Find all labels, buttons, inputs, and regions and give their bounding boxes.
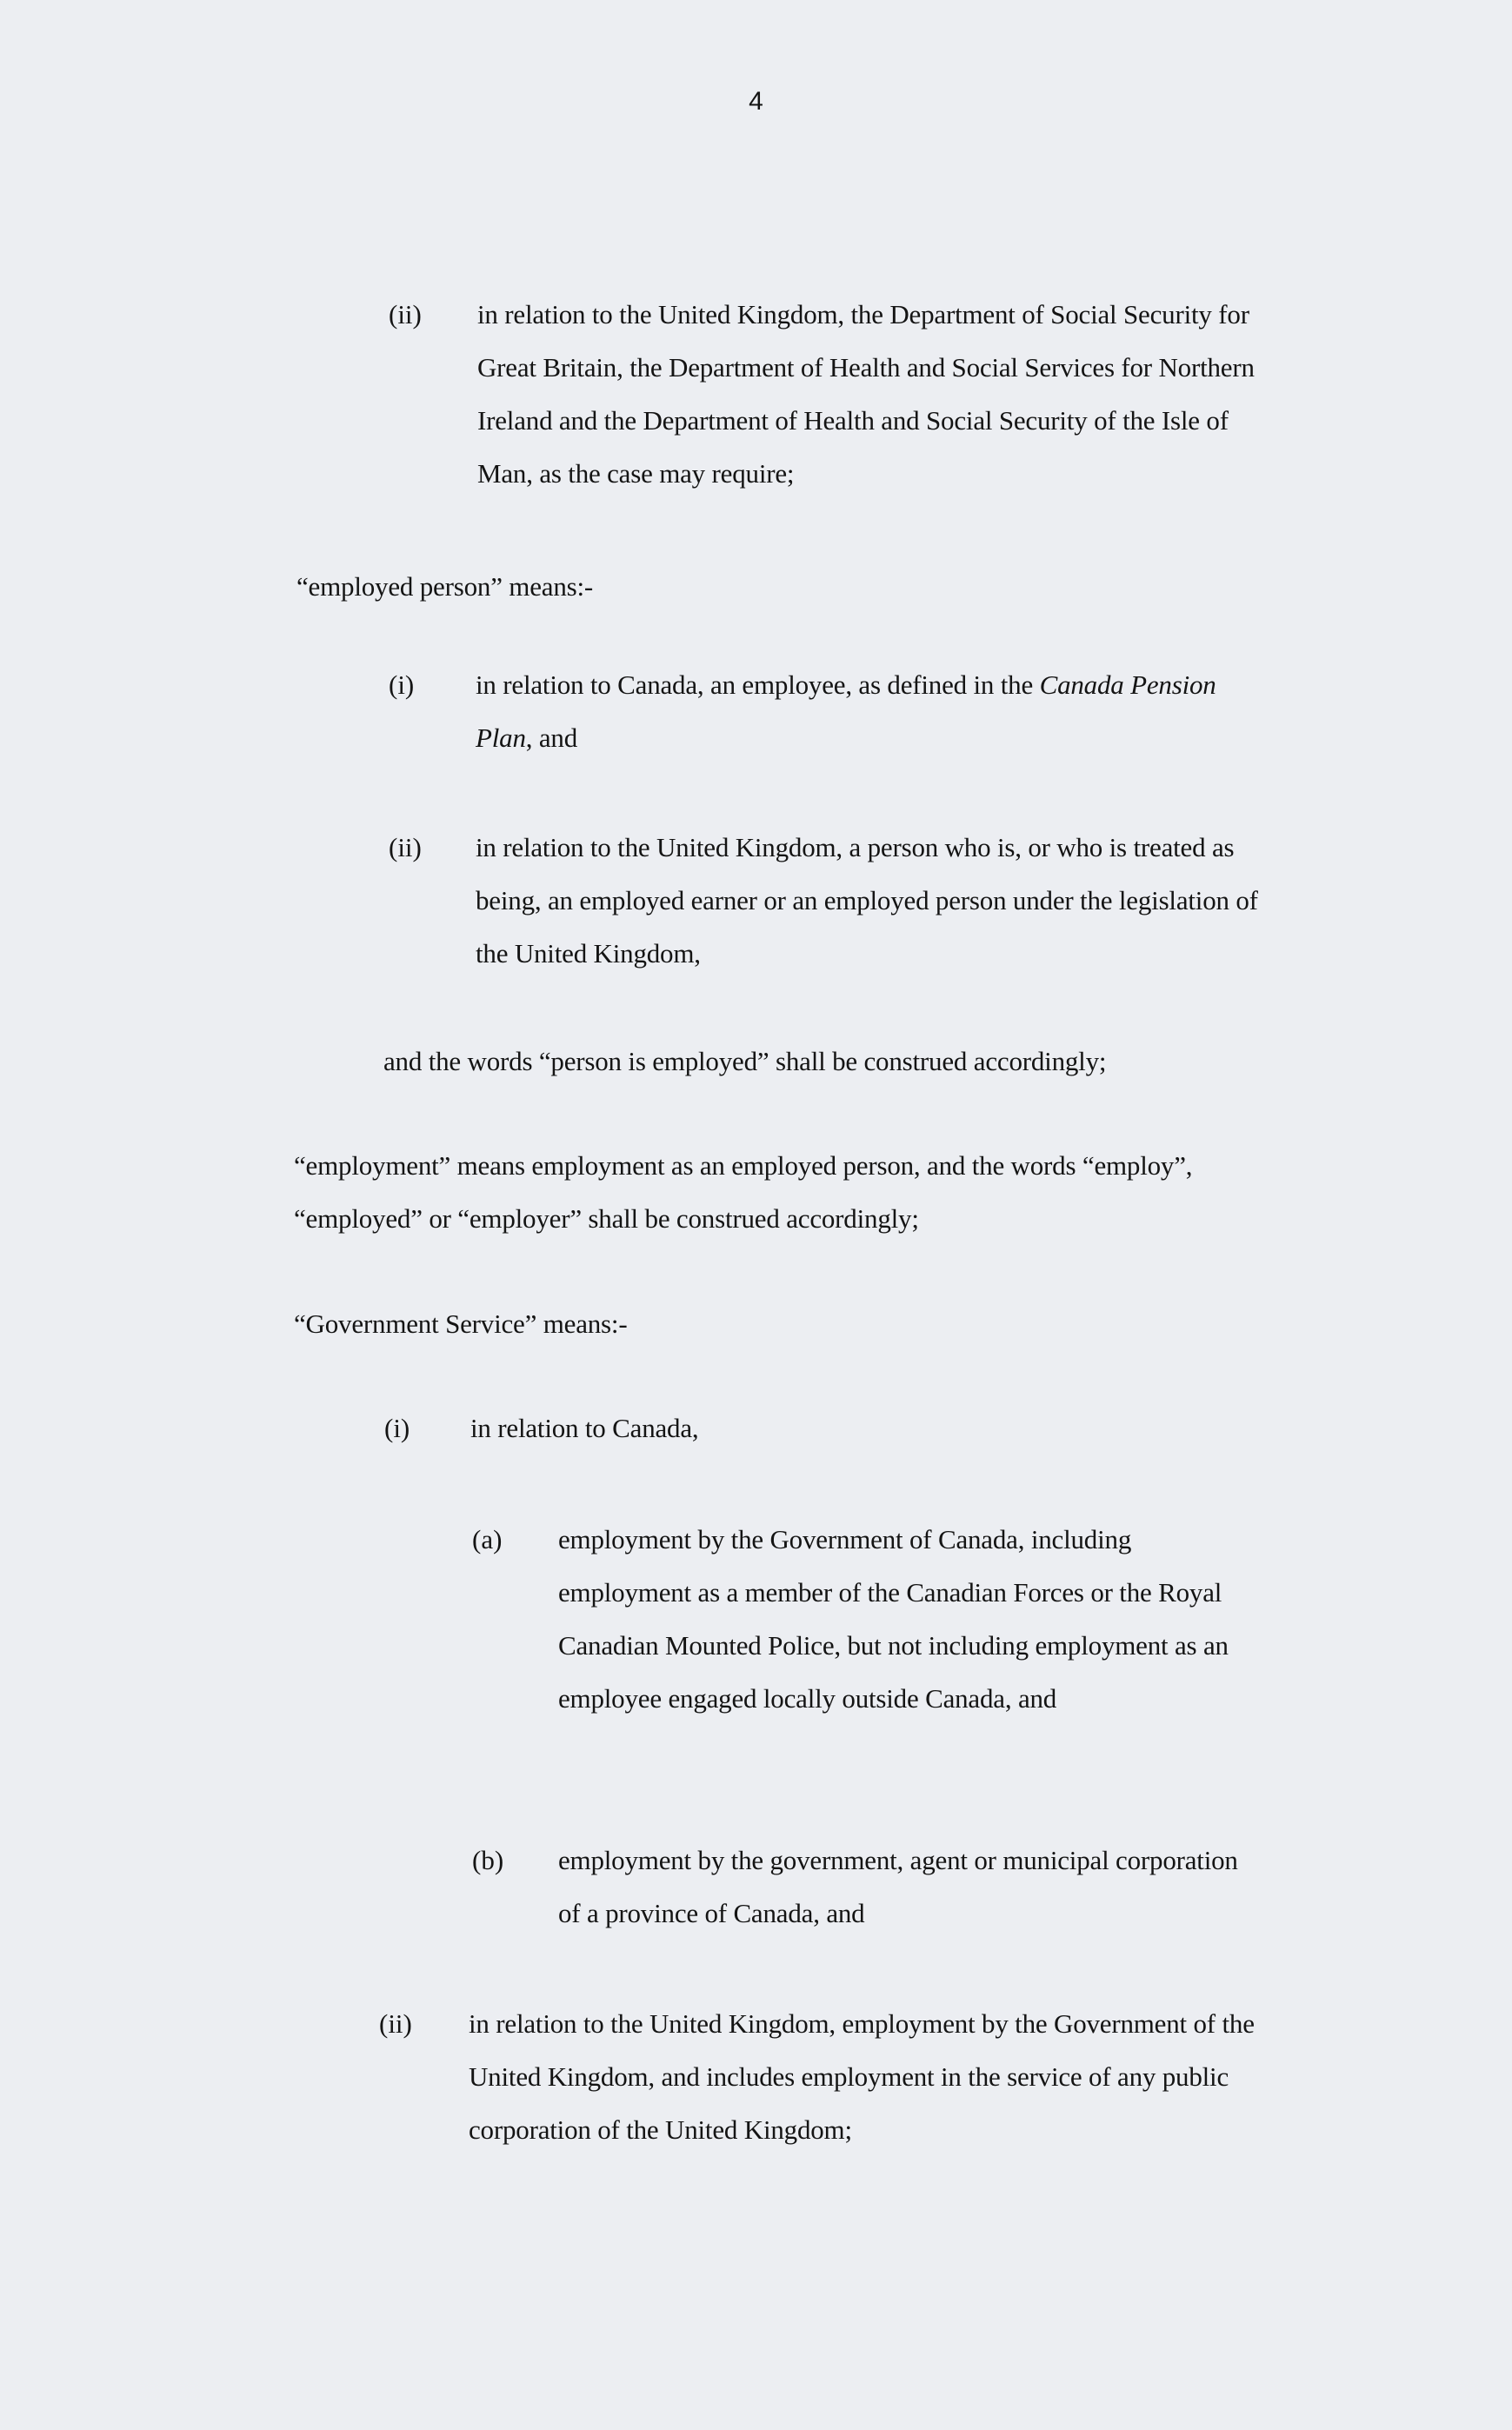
clause-text-government-service-b: employment by the government, agent or municipal corporation of a province of Canada, and xyxy=(558,1845,1238,1928)
clause-marker-employed-person-ii: (ii) xyxy=(389,832,422,862)
clause-marker-ii-uk-department: (ii) xyxy=(389,299,422,330)
clause-text-employed-person-ii: in relation to the United Kingdom, a person who is, or who is treated as being, an employed earner or an employed person under the legislation of the United Kingdom, xyxy=(476,832,1258,969)
page-number: 4 xyxy=(749,87,763,116)
clause-text-ii-uk-department: in relation to the United Kingdom, the Department of Social Security for Great Britain, the Department of Health and Social Services for Northern Ireland and the Department of Health and Social Security of the Isle of Man, as the case may require; xyxy=(477,299,1255,489)
definition-heading-employed-person: “employed person” means:- xyxy=(296,571,594,602)
definition-heading-government-service: “Government Service” means:- xyxy=(294,1308,628,1339)
clause-marker-government-service-b: (b) xyxy=(472,1845,504,1875)
clause-marker-government-service-ii: (ii) xyxy=(379,2008,412,2039)
canada-pension-plan-title: Canada Pension Plan xyxy=(476,669,1216,753)
clause-text-government-service-a: employment by the Government of Canada, including employment as a member of the Canadian Forces or the Royal Canadian Mounted Police, but not including employment as an employee engaged locally outside Canada, and xyxy=(558,1524,1229,1714)
clause-marker-employed-person-i: (i) xyxy=(389,669,415,700)
clause-marker-government-service-i: (i) xyxy=(384,1413,410,1443)
definition-employment: “employment” means employment as an employed person, and the words “employ”, “employed” or “employer” shall be construed accordingly; xyxy=(294,1150,1193,1234)
clause-text-government-service-ii: in relation to the United Kingdom, employment by the Government of the United Kingdom, and includes employment in the service of any public corporation of the United Kingdom; xyxy=(469,2008,1255,2145)
clause-text-government-service-i: in relation to Canada, xyxy=(470,1413,699,1443)
employed-person-closing: and the words “person is employed” shall be construed accordingly; xyxy=(383,1046,1107,1076)
clause-text-employed-person-i: in relation to Canada, an employee, as defined in the Canada Pension Plan, and xyxy=(476,669,1216,753)
clause-marker-government-service-a: (a) xyxy=(472,1524,503,1555)
